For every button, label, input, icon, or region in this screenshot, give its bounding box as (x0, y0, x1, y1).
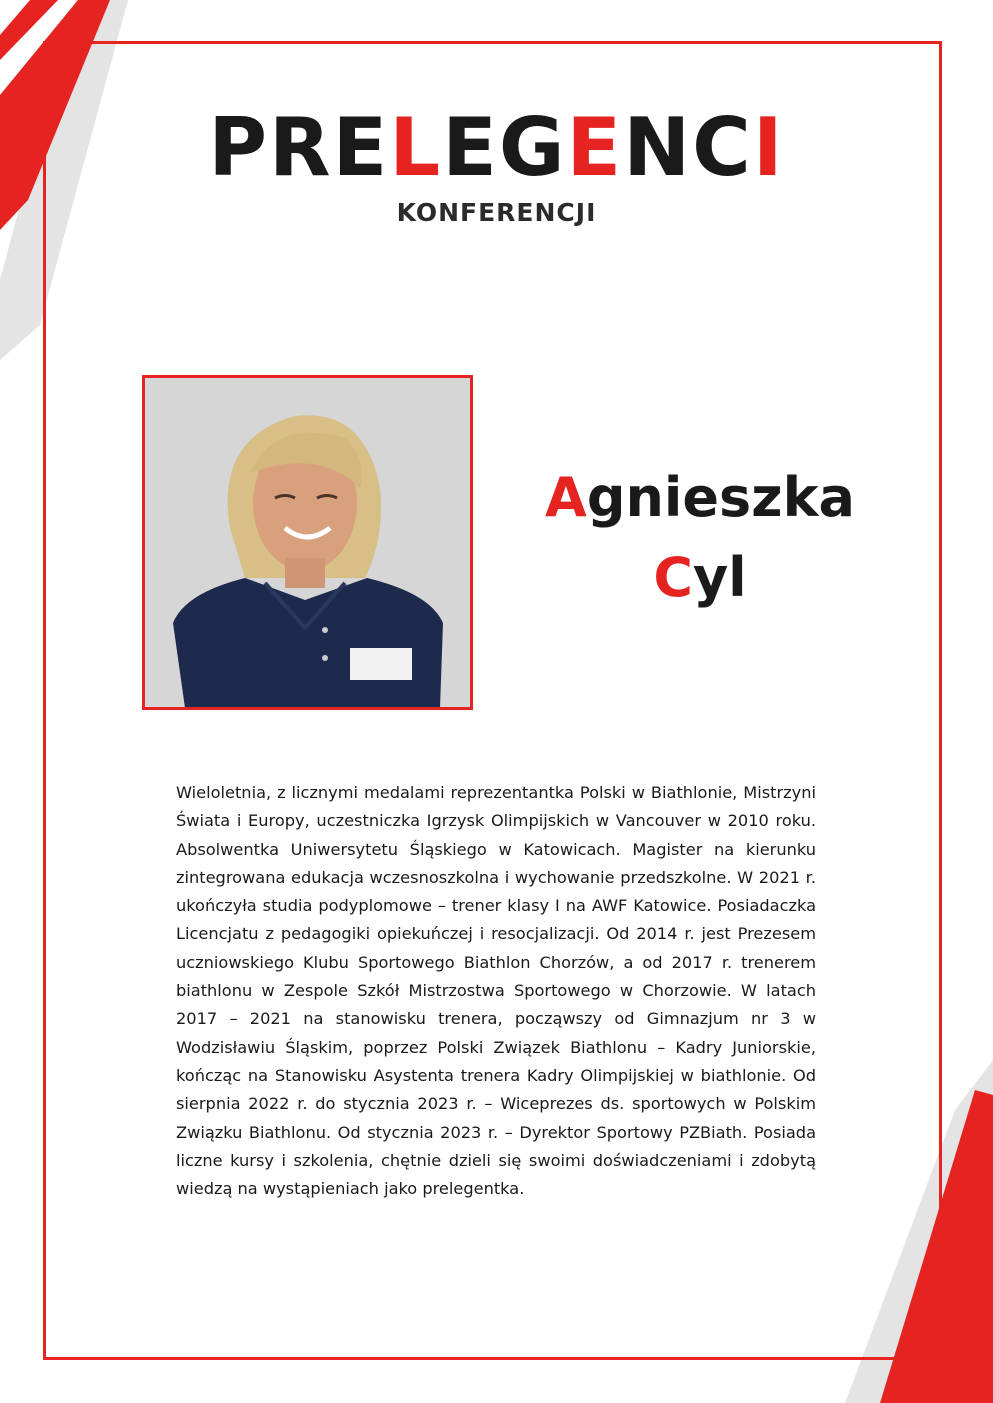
title-part: PRE (208, 101, 390, 194)
title-part: EG (442, 101, 567, 194)
speaker-photo (142, 375, 473, 710)
speaker-bio: Wieloletnia, z licznymi medalami reprezentantka Polski w Biathlonie, Mistrzyni Świata i Europy, uczestniczka Igrzysk Olimpijskich w Vancouver w 2010 roku. Absolwentka Uniwersytetu Śląskiego w Katowicach. Magister na kierunku zintegrowana edukacja wczesnoszkolna i wychowanie przedszkolne. W 2021 r. ukończyła studia podyplomowe – trener klasy I na AWF Katowice. Posiadaczka Licencjatu z pedagogiki opiekuńczej i resocjalizacji. Od 2014 r. jest Prezesem uczniowskiego Klubu Sportowego Biathlon Chorzów, a od 2017 r. trenerem biathlonu w Zespole Szkół Mistrzostwa Sportowego w Chorzowie. W latach 2017 – 2021 na stanowisku trenera, począwszy od Gimnazjum nr 3 w Wodzisławiu Śląskim, poprzez Polski Związek Biathlonu – Kadry Juniorskie, kończąc na Stanowisku Asystenta trenera Kadry Olimpijskiej w biathlonie. Od sierpnia 2022 r. do stycznia 2023 r. – Wiceprezes ds. sportowych w Polskim Związku Biathlonu. Od stycznia 2023 r. – Dyrektor Sportowy PZBiath. Posiada liczne kursy i szkolenia, chętnie dzieli się swoimi doświadczeniami i zdobytą wiedzą na wystąpieniach jako prelegentka. (176, 783, 816, 1199)
title-part-accent: E (566, 101, 624, 194)
page-subtitle: KONFERENCJI (396, 198, 597, 227)
page-title (0, 100, 993, 196)
title-part-accent: I (752, 101, 785, 194)
speaker-last-name (480, 548, 920, 608)
first-name-rest: gnieszka (586, 466, 855, 529)
first-name-initial: A (545, 466, 587, 529)
speaker-first-name (480, 468, 920, 528)
title-part: NC (623, 101, 753, 194)
last-name-rest: yl (692, 546, 747, 609)
last-name-initial: C (653, 546, 693, 609)
title-part-accent: L (389, 101, 443, 194)
